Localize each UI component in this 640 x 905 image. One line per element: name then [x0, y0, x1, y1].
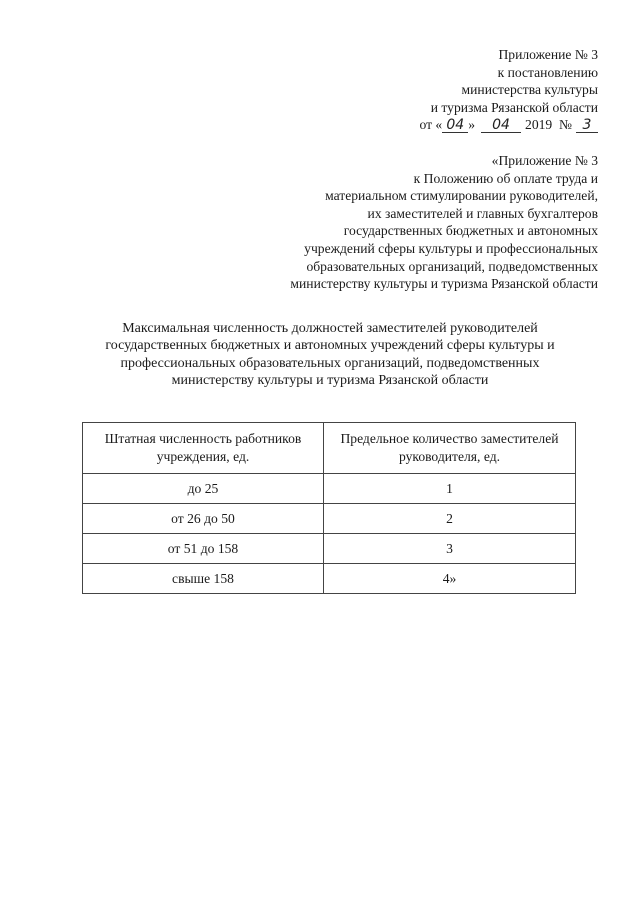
deputy-limit-cell: 1	[324, 474, 576, 504]
column-header-deputy-limit: Предельное количество заместителей руководителя, ед.	[324, 423, 576, 474]
resolution-date-line	[419, 116, 598, 134]
attachment-line: к Положению об оплате труда и	[413, 170, 598, 186]
attachment-line: образовательных организаций, подведомственных	[306, 258, 598, 274]
attachment-line: их заместителей и главных бухгалтеров	[367, 205, 598, 221]
handwritten-month: 04	[481, 118, 521, 133]
handwritten-day: 04	[442, 118, 468, 133]
deputy-limit-cell: 4»	[324, 564, 576, 594]
staff-count-cell: до 25	[83, 474, 324, 504]
attachment-header	[290, 152, 598, 293]
table-row	[83, 564, 576, 594]
table-row	[83, 534, 576, 564]
header-line: министерства культуры	[461, 82, 598, 98]
staff-count-cell: свыше 158	[83, 564, 324, 594]
table-row	[83, 474, 576, 504]
staff-count-cell: от 26 до 50	[83, 504, 324, 534]
handwritten-number: 3	[576, 118, 598, 133]
attachment-line: «Приложение № 3	[491, 153, 598, 168]
title-line: профессиональных образовательных организаций, подведомственных	[120, 355, 540, 371]
attachment-line: государственных бюджетных и автономных	[343, 223, 598, 239]
deputy-limit-cell: 3	[324, 534, 576, 564]
resolution-header	[419, 46, 598, 134]
title-line: Максимальная численность должностей заместителей руководителей	[122, 321, 538, 336]
title-line: министерству культуры и туризма Рязанской области	[171, 373, 489, 389]
table-header-row	[83, 423, 576, 474]
header-line: Приложение № 3	[498, 47, 598, 62]
number-sign: №	[559, 117, 572, 133]
document-title	[70, 320, 590, 390]
title-line: государственных бюджетных и автономных учреждений сферы культуры и	[105, 338, 555, 354]
date-year: 2019	[525, 117, 553, 133]
date-close-quote: »	[468, 117, 476, 133]
table-row	[83, 504, 576, 534]
attachment-line: министерству культуры и туризма Рязанской области	[290, 276, 598, 292]
header-line: к постановлению	[497, 64, 598, 80]
header-line: и туризма Рязанской области	[430, 99, 598, 115]
attachment-line: материальном стимулировании руководителей,	[325, 188, 598, 204]
staff-count-cell: от 51 до 158	[83, 534, 324, 564]
deputy-limit-cell: 2	[324, 504, 576, 534]
attachment-line: учреждений сферы культуры и профессиональных	[304, 240, 598, 256]
deputies-limit-table	[82, 422, 576, 594]
date-prefix: от «	[419, 117, 443, 133]
column-header-staff-count: Штатная численность работников учреждения, ед.	[83, 423, 324, 474]
